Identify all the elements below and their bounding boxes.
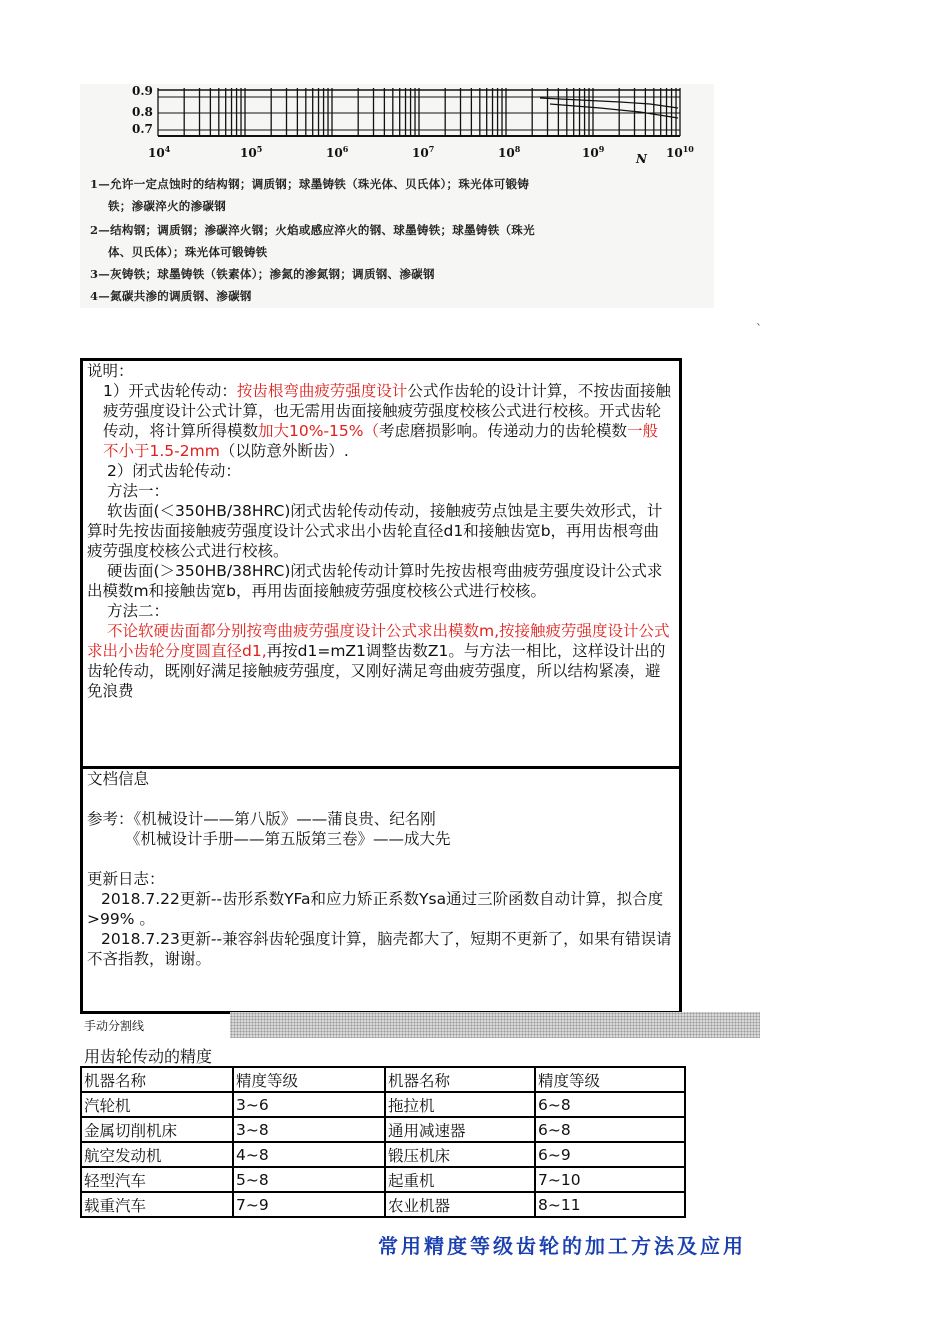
table-header-row	[81, 1067, 685, 1092]
table-header-cell: 机器名称	[385, 1067, 535, 1092]
table-row	[81, 1192, 685, 1217]
table-cell: 4~8	[233, 1142, 385, 1167]
x-tick-label: $10^6$	[326, 144, 349, 160]
split-line-label: 手动分割线	[84, 1019, 145, 1033]
x-tick-label: $10^4$	[148, 144, 171, 160]
method-two-heading: 方法二：	[107, 602, 170, 620]
table-cell: 锻压机床	[385, 1142, 535, 1167]
legend-line: 3—灰铸铁；球墨铸铁（铁素体）；渗氮的渗氮钢；调质钢、渗碳钢	[90, 267, 435, 281]
x-tick-label: $10^{10}$	[666, 144, 694, 160]
table-cell: 农业机器	[385, 1192, 535, 1217]
method-one-heading: 方法一：	[107, 482, 170, 500]
table-cell: 8~11	[535, 1192, 685, 1217]
table-cell: 6~9	[535, 1142, 685, 1167]
table-cell: 汽轮机	[81, 1092, 233, 1117]
reference-one: 参考：《机械设计——第八版》——蒲良贵、纪名刚	[87, 810, 436, 828]
x-tick-label: $10^9$	[582, 144, 605, 160]
split-line-hatch	[230, 1012, 760, 1038]
open-gear-paragraph: 1）开式齿轮传动：按齿根弯曲疲劳强度设计公式作齿轮的设计计算，不按齿面接触疲劳强度设计公式计算，也无需用齿面接触疲劳强度校核公式进行校核。开式齿轮传动，将计算所得模数加大10%-15%（考虑磨损影响。传递动力的齿轮模数一般不小于1.5-2mm（以防意外断齿）.	[103, 382, 671, 460]
closed-gear-heading: 2）闭式齿轮传动：	[107, 462, 241, 480]
precision-table	[80, 1066, 686, 1218]
table-header-cell: 精度等级	[535, 1067, 685, 1092]
table-cell: 3~8	[233, 1117, 385, 1142]
table-cell: 拖拉机	[385, 1092, 535, 1117]
stray-mark: `	[756, 322, 762, 336]
y-tick-label: 0.7	[132, 122, 153, 136]
doc-info-box	[80, 766, 682, 1014]
table-cell: 6~8	[535, 1117, 685, 1142]
method-two-paragraph: 不论软硬齿面都分别按弯曲疲劳强度设计公式求出模数m,按接触疲劳强度设计公式求出小齿轮分度圆直径d1,再按d1=mZ1调整齿数Z1。与方法一相比，这样设计出的齿轮传动，既刚好满足接触疲劳强度，又刚好满足弯曲疲劳强度，所以结构紧凑，避免浪费	[87, 622, 670, 700]
legend-line: 体、贝氏体）；珠光体可锻铸铁	[108, 245, 268, 259]
y-tick-label: 0.8	[132, 105, 153, 119]
legend-line: 铁；渗碳淬火的渗碳钢	[108, 199, 226, 213]
legend-line: 1—允许一定点蚀时的结构钢；调质钢；球墨铸铁（珠光体、贝氏体）；珠光体可锻铸	[90, 177, 530, 191]
update-log-heading: 更新日志：	[87, 870, 165, 888]
x-axis-label: N	[636, 152, 647, 166]
x-tick-label: $10^8$	[498, 144, 521, 160]
fatigue-curve-figure	[80, 84, 714, 308]
notes-box	[80, 358, 682, 770]
table-header-cell: 精度等级	[233, 1067, 385, 1092]
table-cell: 5~8	[233, 1167, 385, 1192]
table-row	[81, 1092, 685, 1117]
table-cell: 起重机	[385, 1167, 535, 1192]
table-cell: 航空发动机	[81, 1142, 233, 1167]
y-tick-label: 0.9	[132, 84, 153, 98]
legend-line: 4—氮碳共渗的调质钢、渗碳钢	[90, 289, 252, 303]
table-cell: 7~9	[233, 1192, 385, 1217]
update-log-entry: 2018.7.23更新--兼容斜齿轮强度计算，脑壳都大了，短期不更新了，如果有错误请不吝指教，谢谢。	[87, 930, 672, 968]
doc-info-heading: 文档信息	[87, 770, 150, 788]
table-row	[81, 1117, 685, 1142]
table-row	[81, 1142, 685, 1167]
reference-two: 《机械设计手册——第五版第三卷》——成大先	[125, 830, 451, 848]
table-cell: 6~8	[535, 1092, 685, 1117]
table-header-cell: 机器名称	[81, 1067, 233, 1092]
x-tick-label: $10^5$	[240, 144, 263, 160]
section-title: 常用精度等级齿轮的加工方法及应用	[378, 1234, 746, 1258]
legend-line: 2—结构钢；调质钢；渗碳淬火钢；火焰或感应淬火的钢、球墨铸铁；球墨铸铁（珠光	[90, 223, 535, 237]
notes-heading: 说明：	[87, 362, 134, 380]
update-log-entry: 2018.7.22更新--齿形系数YFa和应力矫正系数Ysa通过三阶函数自动计算，拟合度>99% 。	[87, 890, 664, 928]
hard-surface-paragraph: 硬齿面(＞350HB/38HRC)闭式齿轮传动计算时先按齿根弯曲疲劳强度设计公式求出模数m和接触齿宽b，再用齿面接触疲劳强度校核公式进行校核。	[87, 562, 663, 600]
table-cell: 3~6	[233, 1092, 385, 1117]
soft-surface-paragraph: 软齿面(＜350HB/38HRC)闭式齿轮传动传动，接触疲劳点蚀是主要失效形式，计算时先按齿面接触疲劳强度设计公式求出小齿轮直径d1和接触齿宽b，再用齿根弯曲疲劳强度校核公式进行校核。	[87, 502, 663, 560]
table-cell: 7~10	[535, 1167, 685, 1192]
precision-table-title: 用齿轮传动的精度	[84, 1047, 213, 1066]
table-row	[81, 1167, 685, 1192]
table-cell: 载重汽车	[81, 1192, 233, 1217]
x-tick-label: $10^7$	[412, 144, 435, 160]
table-cell: 金属切削机床	[81, 1117, 233, 1142]
table-cell: 通用减速器	[385, 1117, 535, 1142]
table-cell: 轻型汽车	[81, 1167, 233, 1192]
